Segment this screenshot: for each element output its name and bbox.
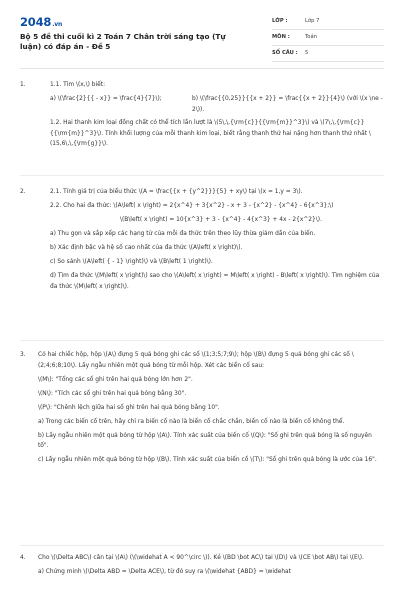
question-4 bbox=[20, 553, 384, 581]
option-a: a) \(\frac{2}{{ - x}} = \frac{4}{7}\); bbox=[50, 96, 162, 102]
question-separator bbox=[20, 340, 384, 341]
meta-value: Toán bbox=[305, 34, 317, 40]
question-text: a) Thu gọn và sắp xếp các hạng tử của mỗi đa thức trên theo lũy thừa giảm dần của biến. bbox=[50, 231, 316, 237]
question-text: \(N\): "Tích các số ghi trên hai quả bóng bằng 30". bbox=[38, 390, 187, 397]
meta-row-count bbox=[272, 46, 384, 62]
question-text: c) Lấy ngẫu nhiên một quả bóng từ hộp \(B\). Tính xác suất của biến cố \(T\): "Số ghi trên quả bóng là ước của 16". bbox=[38, 457, 377, 463]
question-text: Cho \(\Delta ABC\) cân tại \(A\) (\(\widehat A < 90^\circ \)). Kẻ \(BD \bot AC\) tại \(D\) và \(CE \bot AB\) tại \(E\). bbox=[38, 555, 364, 561]
question-2 bbox=[20, 187, 384, 296]
question-separator bbox=[20, 175, 384, 176]
question-text: c) So sánh \(A\left( { - 1} \right)\) và \(B\left( 1 \right)\). bbox=[50, 259, 213, 265]
meta-row-grade bbox=[272, 14, 384, 30]
site-logo[interactable]: 2048.vn bbox=[20, 15, 63, 29]
question-text: a) Chứng minh \(\Delta ABD = \Delta ACE\), từ đó suy ra \(\widehat {ABD} = \widehat bbox=[38, 569, 291, 575]
question-text: \(M\): "Tổng các số ghi trên hai quả bóng lớn hơn 2". bbox=[38, 376, 193, 383]
question-number: 3. bbox=[20, 352, 26, 358]
question-text: \(B\left( x \right) = 10{x^3} + 3 - {x^4} - 4{x^3} + 4x - 2{x^2}\). bbox=[120, 217, 322, 223]
meta-label: MÔN : bbox=[272, 34, 290, 40]
question-text: 2.2. Cho hai đa thức: \(A\left( x \right) = 2{x^4} + 3{x^2} - x + 3 - {x^2} - {x^4} - 6{x^3};\) bbox=[50, 203, 334, 209]
question-number: 1. bbox=[20, 82, 26, 88]
question-text: a) Trong các biến cố trên, hãy chỉ ra biến cố nào là biến cố chắc chắn, biến cố nào là biến cố không thể. bbox=[38, 418, 345, 425]
question-separator bbox=[20, 545, 384, 546]
question-text: \(P\): "Chênh lệch giữa hai số ghi trên hai quả bóng bằng 10". bbox=[38, 404, 220, 411]
page-title: Bộ 5 đề thi cuối kì 2 Toán 7 Chân trời sáng tạo (Tự luận) có đáp án - Đề 5 bbox=[20, 32, 226, 51]
answer-options bbox=[20, 94, 384, 115]
question-text: 1.2. Hai thanh kim loại đồng chất có thể tích lần lượt là \(5\,\,{\rm{c}}{{\rm{m}}^3}\) và \(7\,\,{\rm{c}}{{\rm{m}}^3}\). Tính khối lượng của mỗi thanh kim loại, biết rằng thanh thứ hai nặng hơn thanh thứ nhất \(15,6\,\,{\rm{g}}\). bbox=[50, 120, 371, 147]
question-number: 4. bbox=[20, 555, 26, 561]
question-text: 2.1. Tính giá trị của biểu thức \(A = \frac{{x + {y^2}}}{5} + xy\) tại \(x = 1,y = 3\). bbox=[50, 189, 303, 195]
meta-value: Lớp 7 bbox=[305, 18, 320, 24]
question-text: b) Xác định bậc và hệ số cao nhất của đa thức \(A\left( x \right)\). bbox=[50, 245, 243, 251]
question-text: d) Tìm đa thức \(M\left( x \right)\) sao cho \(A\left( x \right) = M\left( x \right) - B\left( x \right)\). Tìm nghiệm của đa thức \(M\left( x \right)\). bbox=[50, 273, 380, 290]
question-number: 2. bbox=[20, 189, 26, 195]
meta-value: 5 bbox=[305, 50, 309, 56]
question-3 bbox=[20, 350, 384, 469]
meta-info bbox=[272, 14, 384, 62]
question-text: 1.1. Tìm \(x,\) biết: bbox=[50, 82, 106, 88]
meta-label: LỚP : bbox=[272, 18, 288, 24]
meta-row-subject bbox=[272, 30, 384, 46]
option-b: b) \(\frac{{0,25}}{{x + 2}} = \frac{{x + 2}}{4}\) (với \(x \ne - 2\)). bbox=[192, 96, 383, 113]
question-1 bbox=[20, 80, 384, 153]
question-text: Có hai chiếc hộp, hộp \(A\) đựng 5 quả bóng ghi các số \(1;3;5;7;9\); hộp \(B\) đựng 5 quả bóng ghi các số \(2;4;6;8;10\). Lấy ngẫu nhiên một quả bóng từ mỗi hộp. Xét các biến cố sau: bbox=[38, 352, 354, 369]
header-divider bbox=[20, 68, 384, 69]
document-header bbox=[20, 12, 384, 64]
meta-label: SỐ CÂU : bbox=[272, 50, 298, 56]
question-text: b) Lấy ngẫu nhiên một quả bóng từ hộp \(A\). Tính xác suất của biến cố \(Q\): "Số ghi trên quả bóng là số nguyên tố". bbox=[38, 432, 372, 449]
